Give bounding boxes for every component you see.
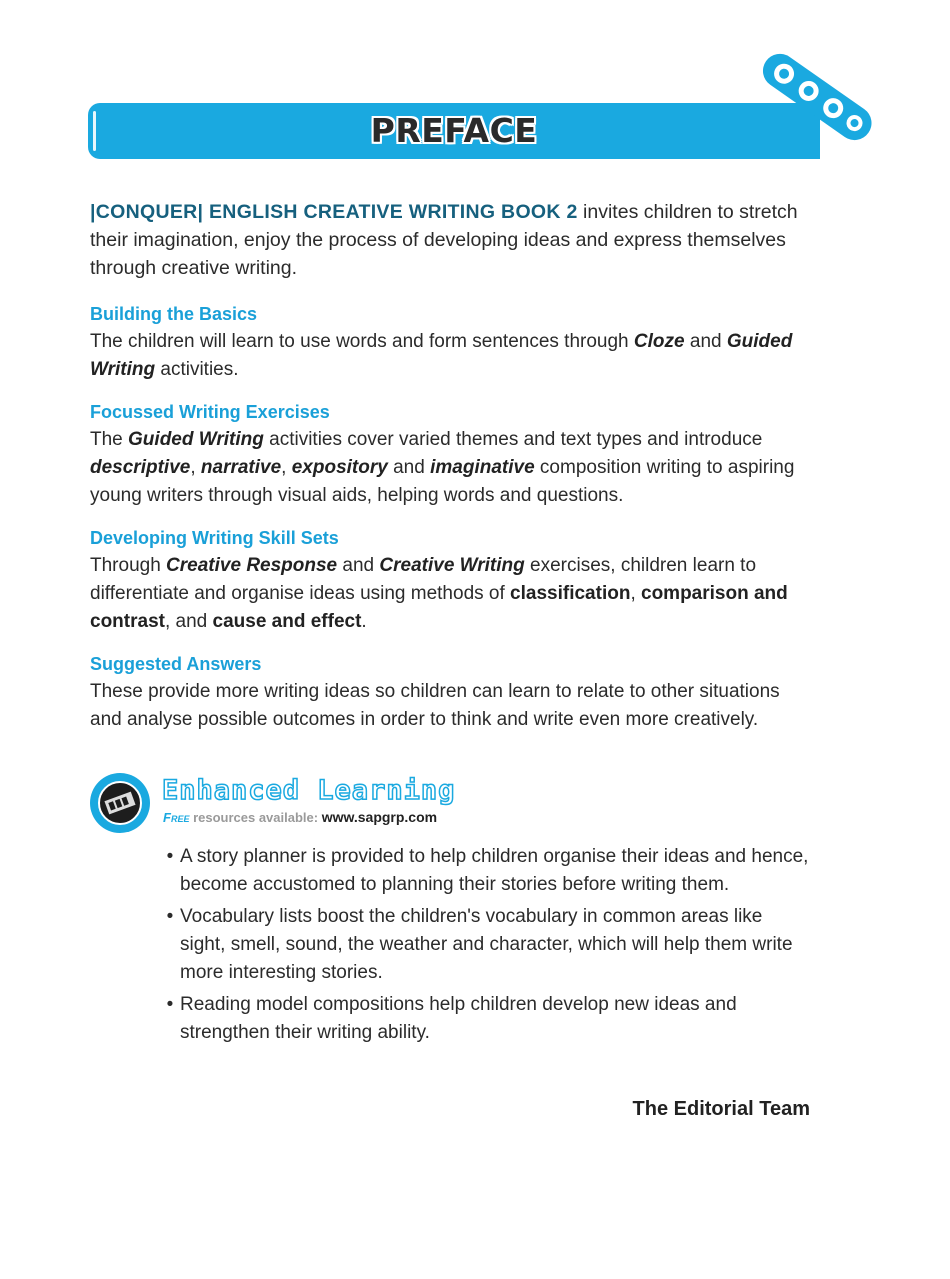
emphasis: imaginative [430,457,535,478]
text-run: Through [90,555,167,576]
text-run: activities cover varied themes and text types and introduce [263,429,763,450]
enhanced-learning-title: Enhanced Learning [162,775,456,806]
text-run: , and [164,611,213,632]
film-reel-inner [98,781,142,825]
enhanced-bullet-list [160,843,812,1051]
resources-line [163,809,437,825]
section-text-skills [90,552,812,636]
list-item: • Vocabulary lists boost the children's vocabulary in common areas like sight, smell, sound, the weather and character, which will help them write more interesting stories. [160,903,812,987]
resources-link[interactable]: www.sapgrp.com [321,809,438,825]
emphasis: Guided Writing [128,429,264,450]
intro-text: invites children to stretch their imagination, enjoy the process of developing ideas and express themselves through creative writing. [90,201,798,279]
section-heading-skills: Developing Writing Skill Sets [90,528,339,548]
bold-term: classification [510,583,631,604]
section-text-answers: These provide more writing ideas so children can learn to relate to other situations and analyse possible outcomes in order to think and write even more creatively. [90,681,780,730]
text-run: , [630,583,641,604]
text-run: The children will learn to use words and form sentences through [90,331,634,352]
text-run: exercises, children learn to differentiate and organise ideas using methods of [90,555,757,604]
emphasis: Creative Writing [379,555,525,576]
list-item: • Reading model compositions help children develop new ideas and strengthen their writing ability. [160,991,812,1047]
preface-banner [88,103,820,159]
intro-paragraph [90,198,812,282]
film-strip-icon [100,783,140,823]
text-run: The [90,429,129,450]
text-run: , [281,457,292,478]
emphasis: narrative [200,457,282,478]
emphasis: Cloze [633,331,685,352]
section-text-basics [90,328,812,384]
signature: The Editorial Team [632,1098,810,1120]
text-run: composition writing to aspiring young writers through visual aids, helping words and questions. [90,457,795,506]
section-text-focussed [90,426,812,510]
enhanced-learning-block [90,773,810,833]
bold-term: cause and effect [212,611,362,632]
section-heading-answers: Suggested Answers [90,654,262,674]
text-run: and [387,457,431,478]
emphasis: Creative Response [166,555,338,576]
bold-term: comparison and contrast [90,583,788,632]
resources-label: resources available: [189,810,322,825]
preface-content [90,198,812,750]
film-reel-icon [90,773,150,833]
section-heading-basics: Building the Basics [90,304,258,324]
free-label: Free [163,810,190,825]
roller-decoration-icon [740,45,875,160]
emphasis: expository [291,457,388,478]
text-run: and [684,331,727,352]
list-item: • A story planner is provided to help children organise their ideas and hence, become accustomed to planning their stories before writing them. [160,843,812,899]
page-title: PREFACE [370,111,538,150]
book-title: |CONQUER| ENGLISH CREATIVE WRITING BOOK 2 [90,201,578,223]
emphasis: Guided Writing [90,331,793,380]
text-run: activities. [155,359,239,380]
text-run: , [190,457,201,478]
emphasis: descriptive [90,457,191,478]
section-heading-focussed: Focussed Writing Exercises [90,402,330,422]
text-run: and [337,555,380,576]
text-run: . [361,611,367,632]
